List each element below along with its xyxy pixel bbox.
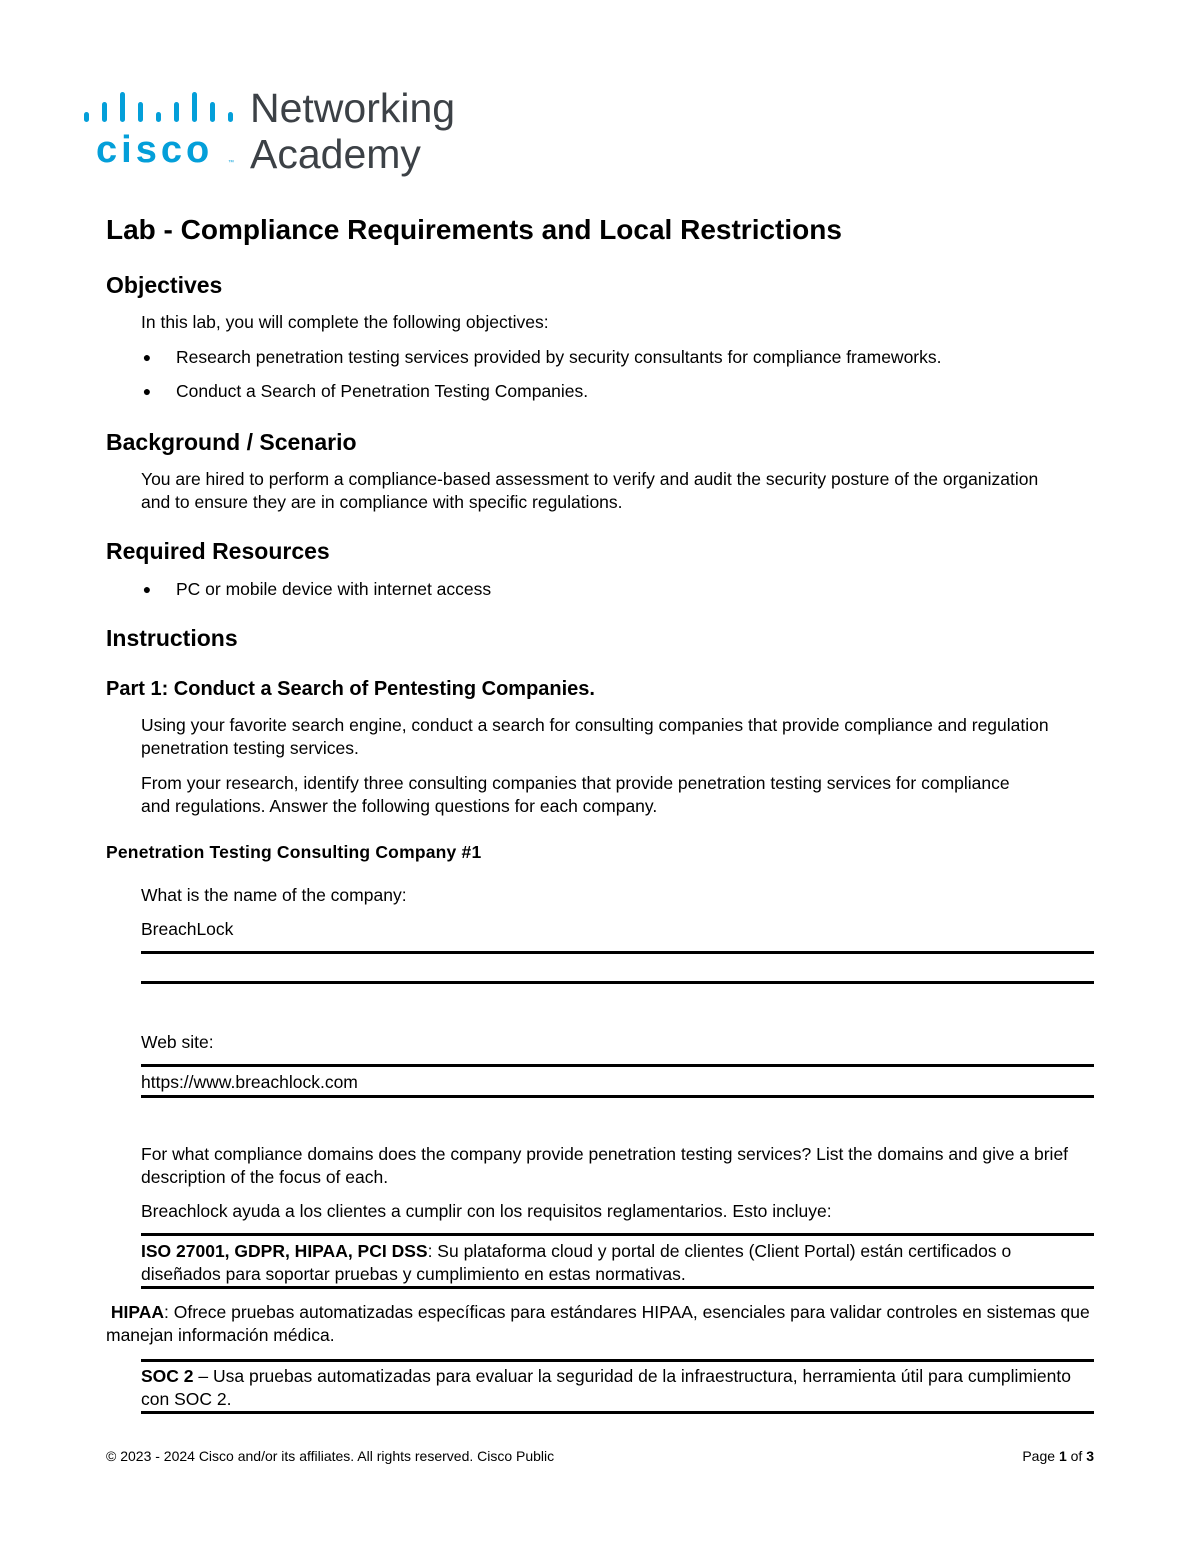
answer-line bbox=[141, 1359, 1094, 1362]
instructions-paragraph-1: Using your favorite search engine, conduct a search for consulting companies that provide compliance and regulation penetration testing services. bbox=[141, 715, 1049, 758]
instructions-paragraph-2: From your research, identify three consulting companies that provide penetration testing services for compliance and regulations. Answer the following questions for each company. bbox=[141, 773, 1010, 816]
page-total: 3 bbox=[1086, 1448, 1094, 1464]
page-title: Lab - Compliance Requirements and Local Restrictions bbox=[106, 214, 842, 245]
answer-line bbox=[141, 1064, 1094, 1067]
logo-networking: Networking bbox=[250, 85, 456, 131]
page-of: of bbox=[1066, 1448, 1087, 1464]
domains-answer-3 bbox=[141, 1365, 1076, 1411]
resources-heading: Required Resources bbox=[106, 538, 330, 564]
objective-text: Research penetration testing services provided by security consultants for compliance frameworks. bbox=[176, 347, 942, 367]
bullet-icon: ● bbox=[142, 349, 152, 365]
resource-text: PC or mobile device with internet access bbox=[176, 579, 492, 599]
footer-copyright: © 2023 - 2024 Cisco and/or its affiliates. All rights reserved. Cisco Public bbox=[106, 1448, 555, 1464]
domains-answer-1-text: : Su plataforma cloud y portal de clientes (Client Portal) están certificados o diseñados para soportar pruebas y cumplimiento en estas normativas. bbox=[141, 1241, 1012, 1284]
page-prefix: Page bbox=[1022, 1448, 1059, 1464]
domains-answer-1-label: ISO 27001, GDPR, HIPAA, PCI DSS bbox=[141, 1241, 428, 1261]
bullet-icon: ● bbox=[142, 581, 152, 597]
trademark-symbol: ™ bbox=[228, 160, 234, 166]
domains-answer-2-label: HIPAA bbox=[110, 1302, 165, 1322]
answer-line bbox=[141, 951, 1094, 954]
company1-heading: Penetration Testing Consulting Company #1 bbox=[106, 842, 482, 862]
domains-answer-1 bbox=[141, 1240, 1041, 1286]
answer-line bbox=[141, 1095, 1094, 1098]
cisco-bars-icon bbox=[84, 88, 234, 128]
domains-question: For what compliance domains does the company provide penetration testing services? List the domains and give a brief description of the focus of each. bbox=[141, 1144, 1069, 1187]
instructions-heading: Instructions bbox=[106, 625, 238, 651]
website-answer: https://www.breachlock.com bbox=[141, 1072, 358, 1092]
objective-text: Conduct a Search of Penetration Testing Companies. bbox=[176, 381, 589, 401]
page-current: 1 bbox=[1058, 1448, 1067, 1464]
domains-answer-3-text: – Usa pruebas automatizadas para evaluar la seguridad de la infraestructura, herramienta útil para cumplimiento con SOC 2. bbox=[141, 1366, 1071, 1409]
footer-page-number bbox=[1022, 1447, 1094, 1465]
answer-line bbox=[141, 981, 1094, 984]
answer-line bbox=[141, 1286, 1094, 1289]
background-text: You are hired to perform a compliance-based assessment to verify and audit the security posture of the organization and to ensure they are in compliance with specific regulations. bbox=[141, 469, 1039, 512]
company-name-answer: BreachLock bbox=[141, 919, 234, 939]
objectives-intro: In this lab, you will complete the following objectives: bbox=[141, 312, 549, 332]
answer-line bbox=[141, 1411, 1094, 1414]
objectives-heading: Objectives bbox=[106, 272, 223, 298]
bullet-icon: ● bbox=[142, 383, 152, 399]
website-question: Web site: bbox=[141, 1032, 214, 1052]
domains-answer-2 bbox=[106, 1301, 1096, 1347]
background-heading: Background / Scenario bbox=[106, 429, 357, 455]
logo-academy: Academy bbox=[250, 131, 421, 177]
domains-answer-3-label: SOC 2 bbox=[141, 1366, 194, 1386]
answer-line bbox=[141, 1233, 1094, 1236]
part1-heading: Part 1: Conduct a Search of Pentesting Companies. bbox=[106, 678, 595, 700]
domains-answer-2-text: : Ofrece pruebas automatizadas específicas para estándares HIPAA, esenciales para validar controles en sistemas que manejan información médica. bbox=[106, 1302, 1090, 1345]
company-name-question: What is the name of the company: bbox=[141, 885, 407, 905]
domains-intro: Breachlock ayuda a los clientes a cumplir con los requisitos reglamentarios. Esto incluye: bbox=[141, 1201, 832, 1221]
cisco-wordmark: cisco bbox=[96, 129, 214, 171]
